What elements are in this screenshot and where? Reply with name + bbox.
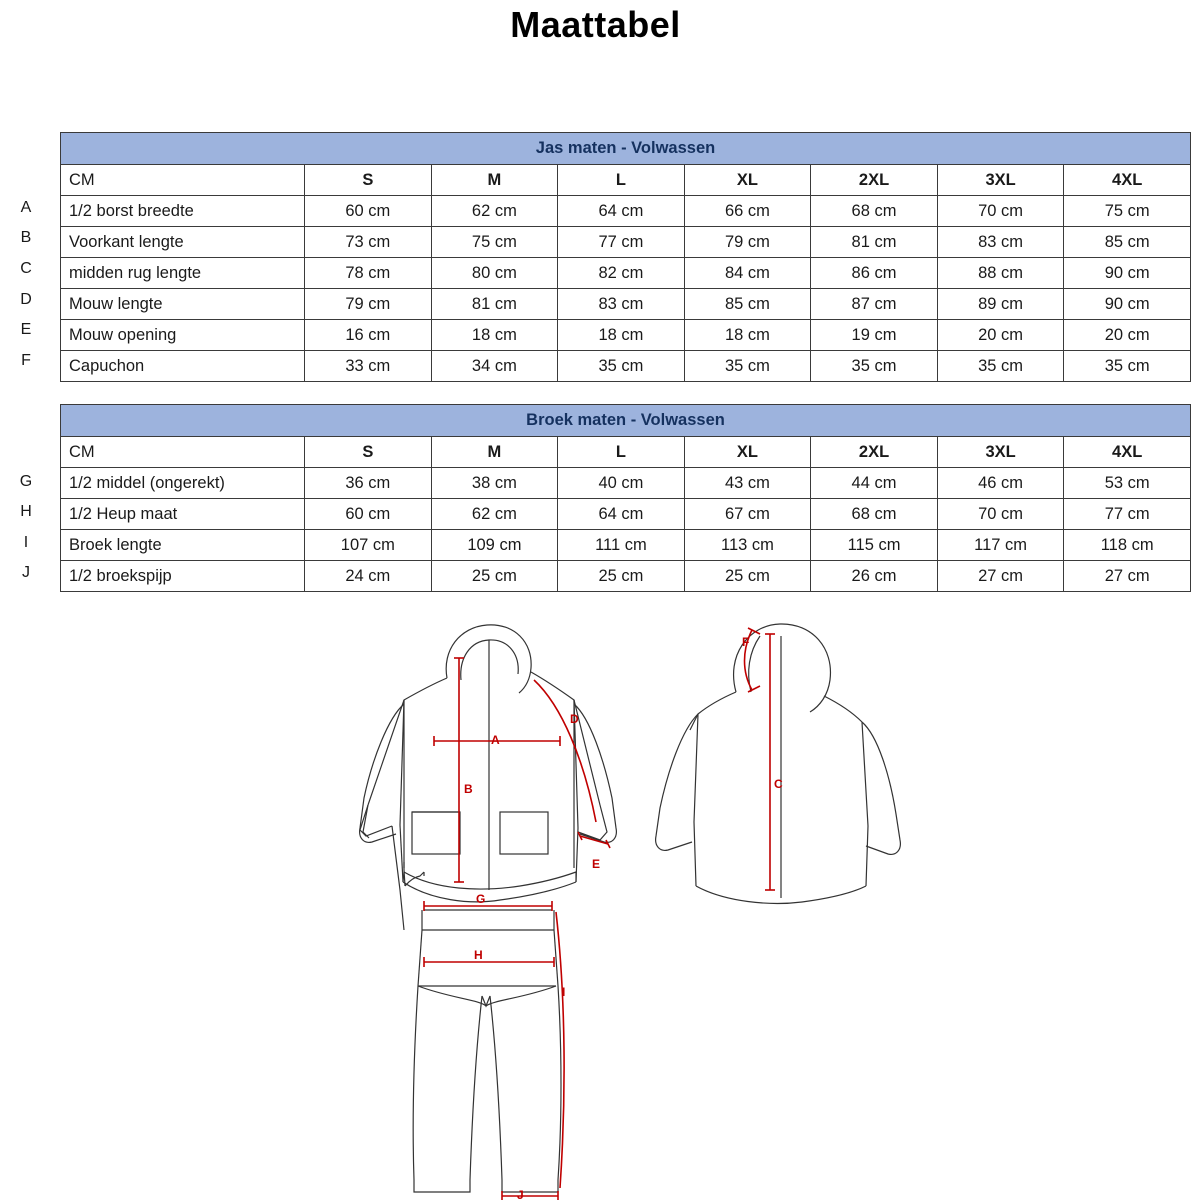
annotation-f: F (742, 635, 750, 649)
cell: 115 cm (811, 530, 938, 561)
cell: 107 cm (305, 530, 432, 561)
cell: 44 cm (811, 468, 938, 499)
cell: 62 cm (431, 196, 558, 227)
size-header-m: M (431, 437, 558, 468)
annotation-g: G (476, 892, 486, 906)
annotation-h: H (474, 948, 483, 962)
cell: 25 cm (684, 561, 811, 592)
table-row (61, 196, 1191, 227)
size-header-s: S (305, 437, 432, 468)
cell: 87 cm (811, 289, 938, 320)
table-row (61, 258, 1191, 289)
cell: 118 cm (1064, 530, 1191, 561)
cell: 86 cm (811, 258, 938, 289)
cell: 38 cm (431, 468, 558, 499)
page-title: Maattabel (510, 4, 681, 45)
table-row (61, 468, 1191, 499)
jacket-front-diagram (360, 625, 617, 930)
row-letter-c: C (20, 260, 32, 277)
table-row (61, 289, 1191, 320)
row-letter-h: H (20, 503, 32, 520)
cell: 117 cm (937, 530, 1064, 561)
measure-label-b: Voorkant lengte (61, 227, 305, 258)
measure-label-h: 1/2 Heup maat (61, 499, 305, 530)
cell: 60 cm (305, 499, 432, 530)
cell: 27 cm (1064, 561, 1191, 592)
cell: 64 cm (558, 499, 685, 530)
row-letter-f: F (21, 352, 31, 369)
cell: 34 cm (431, 351, 558, 382)
measure-label-g: 1/2 middel (ongerekt) (61, 468, 305, 499)
cell: 35 cm (684, 351, 811, 382)
annotation-e: E (592, 857, 601, 871)
unit-header: CM (61, 437, 305, 468)
cell: 18 cm (684, 320, 811, 351)
annotation-a: A (491, 733, 500, 747)
size-header-l: L (558, 437, 685, 468)
cell: 16 cm (305, 320, 432, 351)
size-header-4xl: 4XL (1064, 165, 1191, 196)
measure-label-a: 1/2 borst breedte (61, 196, 305, 227)
size-header-xl: XL (684, 165, 811, 196)
pants-diagram (413, 910, 561, 1192)
cell: 88 cm (937, 258, 1064, 289)
cell: 90 cm (1064, 289, 1191, 320)
cell: 83 cm (558, 289, 685, 320)
row-letter-g: G (19, 473, 33, 490)
annotation-j: J (517, 1188, 524, 1200)
cell: 20 cm (937, 320, 1064, 351)
cell: 78 cm (305, 258, 432, 289)
cell: 36 cm (305, 468, 432, 499)
size-header-4xl: 4XL (1064, 437, 1191, 468)
cell: 67 cm (684, 499, 811, 530)
cell: 35 cm (1064, 351, 1191, 382)
row-letter-i: I (23, 534, 29, 551)
table-row (61, 499, 1191, 530)
measure-label-j: 1/2 broekspijp (61, 561, 305, 592)
annotation-i: I (562, 985, 566, 999)
size-header-xl: XL (684, 437, 811, 468)
measurement-diagrams (0, 600, 1191, 1200)
cell: 90 cm (1064, 258, 1191, 289)
cell: 77 cm (1064, 499, 1191, 530)
row-letter-e: E (20, 321, 32, 338)
pants-size-table (60, 404, 1191, 592)
measure-label-d: Mouw lengte (61, 289, 305, 320)
jacket-table-title: Jas maten - Volwassen (61, 133, 1191, 165)
cell: 24 cm (305, 561, 432, 592)
cell: 64 cm (558, 196, 685, 227)
cell: 80 cm (431, 258, 558, 289)
table-header-row (61, 165, 1191, 196)
cell: 18 cm (431, 320, 558, 351)
pants-measure-lines (424, 901, 564, 1200)
row-letter-d: D (20, 291, 32, 308)
cell: 26 cm (811, 561, 938, 592)
table-row (61, 530, 1191, 561)
cell: 70 cm (937, 499, 1064, 530)
cell: 70 cm (937, 196, 1064, 227)
size-header-2xl: 2XL (811, 165, 938, 196)
size-header-2xl: 2XL (811, 437, 938, 468)
measure-label-c: midden rug lengte (61, 258, 305, 289)
size-header-m: M (431, 165, 558, 196)
cell: 66 cm (684, 196, 811, 227)
table-row (61, 561, 1191, 592)
pants-table-title: Broek maten - Volwassen (61, 405, 1191, 437)
cell: 60 cm (305, 196, 432, 227)
cell: 109 cm (431, 530, 558, 561)
cell: 73 cm (305, 227, 432, 258)
cell: 75 cm (1064, 196, 1191, 227)
cell: 85 cm (1064, 227, 1191, 258)
cell: 79 cm (684, 227, 811, 258)
measure-label-f: Capuchon (61, 351, 305, 382)
size-header-s: S (305, 165, 432, 196)
cell: 75 cm (431, 227, 558, 258)
unit-header: CM (61, 165, 305, 196)
size-header-3xl: 3XL (937, 165, 1064, 196)
cell: 35 cm (811, 351, 938, 382)
table-header-row (61, 437, 1191, 468)
table-row (61, 351, 1191, 382)
table-row (61, 320, 1191, 351)
cell: 20 cm (1064, 320, 1191, 351)
annotation-b: B (464, 782, 473, 796)
cell: 43 cm (684, 468, 811, 499)
measure-label-e: Mouw opening (61, 320, 305, 351)
table-band-row (61, 405, 1191, 437)
cell: 83 cm (937, 227, 1064, 258)
measure-label-i: Broek lengte (61, 530, 305, 561)
row-letter-b: B (20, 229, 32, 246)
cell: 81 cm (431, 289, 558, 320)
cell: 84 cm (684, 258, 811, 289)
cell: 85 cm (684, 289, 811, 320)
annotation-d: D (570, 712, 579, 726)
cell: 77 cm (558, 227, 685, 258)
cell: 81 cm (811, 227, 938, 258)
cell: 40 cm (558, 468, 685, 499)
cell: 35 cm (558, 351, 685, 382)
size-header-l: L (558, 165, 685, 196)
cell: 25 cm (558, 561, 685, 592)
annotation-c: C (774, 777, 783, 791)
row-letter-j: J (22, 564, 30, 581)
cell: 79 cm (305, 289, 432, 320)
size-header-3xl: 3XL (937, 437, 1064, 468)
diagram-canvas (0, 600, 1191, 1200)
jacket-size-table (60, 132, 1191, 382)
cell: 46 cm (937, 468, 1064, 499)
row-letter-a: A (20, 199, 32, 216)
cell: 53 cm (1064, 468, 1191, 499)
cell: 18 cm (558, 320, 685, 351)
cell: 68 cm (811, 499, 938, 530)
cell: 113 cm (684, 530, 811, 561)
cell: 111 cm (558, 530, 685, 561)
cell: 68 cm (811, 196, 938, 227)
cell: 89 cm (937, 289, 1064, 320)
cell: 35 cm (937, 351, 1064, 382)
cell: 19 cm (811, 320, 938, 351)
cell: 33 cm (305, 351, 432, 382)
cell: 82 cm (558, 258, 685, 289)
cell: 62 cm (431, 499, 558, 530)
table-row (61, 227, 1191, 258)
table-band-row (61, 133, 1191, 165)
jacket-back-diagram (656, 624, 901, 903)
cell: 25 cm (431, 561, 558, 592)
cell: 27 cm (937, 561, 1064, 592)
